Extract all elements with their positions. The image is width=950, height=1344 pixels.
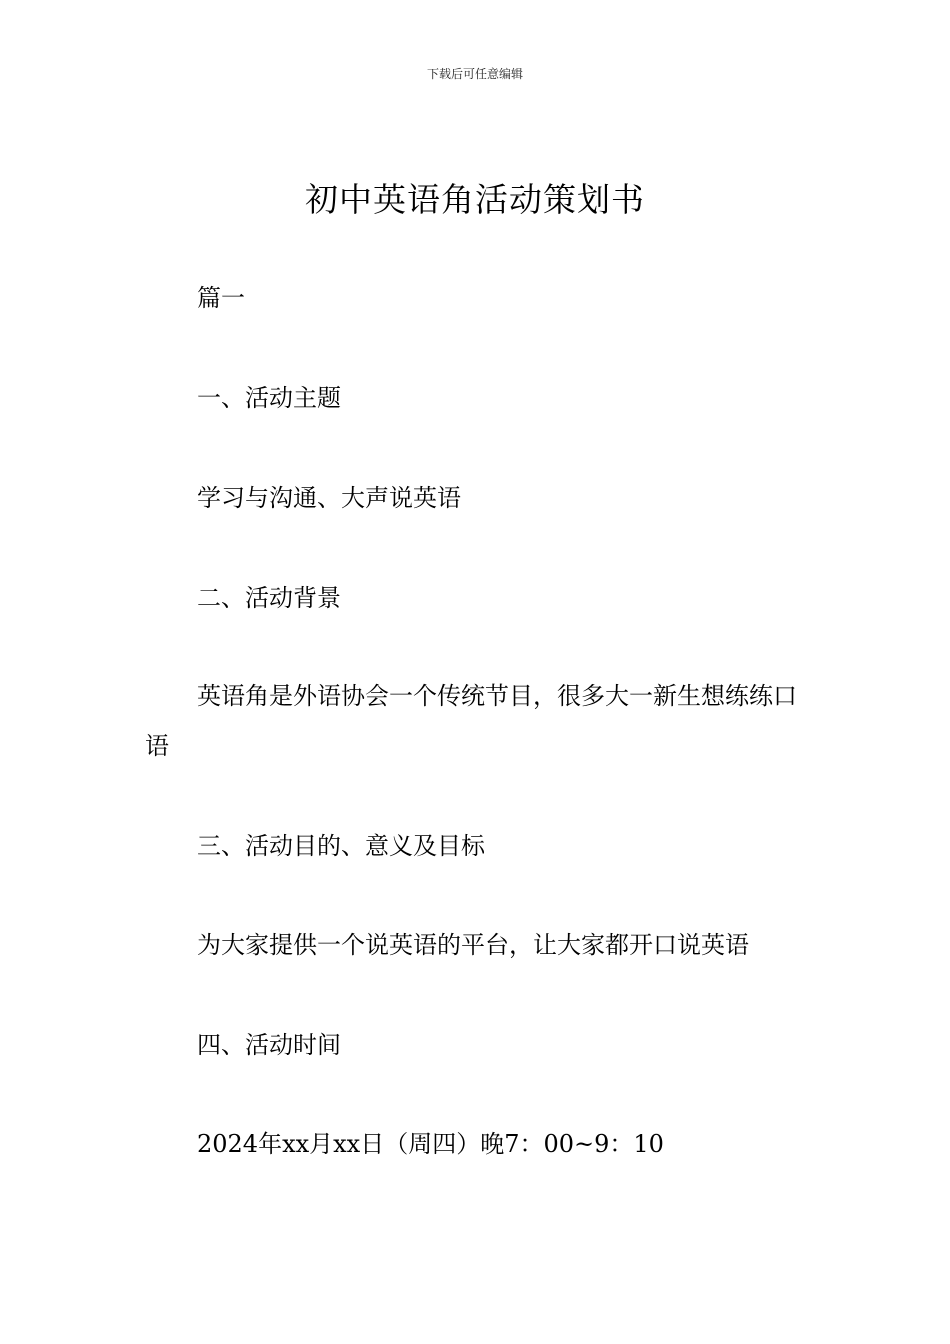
heading-activity-time: 四、活动时间 — [197, 1031, 341, 1059]
paragraph-activity-theme: 学习与沟通、大声说英语 — [197, 484, 461, 512]
paragraph-activity-background: 英语角是外语协会一个传统节目，很多大一新生想练练口语 — [145, 682, 797, 760]
header-note: 下载后可任意编辑 — [426, 67, 523, 81]
heading-activity-theme: 一、活动主题 — [197, 384, 341, 412]
paragraph-activity-time: 2024年xx月xx日（周四）晚7：00~9：10 — [197, 1130, 664, 1158]
document-title: 初中英语角活动策划书 — [305, 180, 645, 219]
paragraph-activity-purpose: 为大家提供一个说英语的平台，让大家都开口说英语 — [197, 931, 749, 959]
paragraph-part-one: 篇一 — [197, 284, 245, 312]
heading-activity-purpose: 三、活动目的、意义及目标 — [197, 832, 485, 860]
heading-activity-background: 二、活动背景 — [197, 584, 341, 612]
